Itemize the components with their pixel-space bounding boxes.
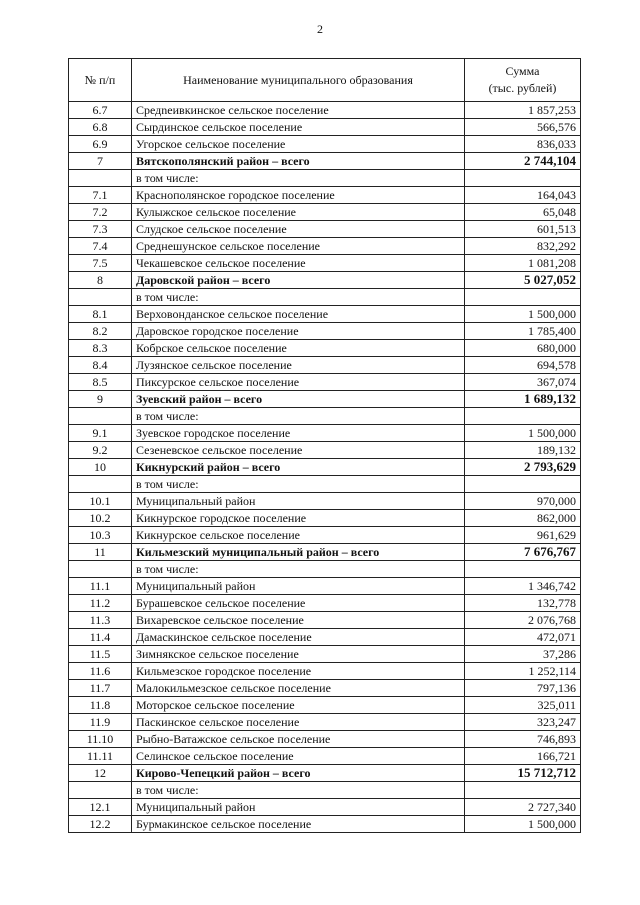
- table-row: [69, 374, 581, 391]
- row-number: [69, 289, 132, 306]
- table-row: [69, 187, 581, 204]
- row-number: 7: [69, 153, 132, 170]
- row-number: 6.8: [69, 119, 132, 136]
- row-number: 10.1: [69, 493, 132, 510]
- row-number: 11.11: [69, 748, 132, 765]
- row-number: 11: [69, 544, 132, 561]
- table-row: [69, 799, 581, 816]
- row-name: Кильмезское городское поселение: [132, 663, 465, 680]
- row-number: 7.5: [69, 255, 132, 272]
- row-number: 11.7: [69, 680, 132, 697]
- table-row: [69, 476, 581, 493]
- row-sum: 1 252,114: [465, 663, 581, 680]
- row-name: Кикнурское сельское поселение: [132, 527, 465, 544]
- row-name: Вихаревское сельское поселение: [132, 612, 465, 629]
- table-row: [69, 340, 581, 357]
- table-row: [69, 544, 581, 561]
- row-name: Рыбно-Ватажское сельское поселение: [132, 731, 465, 748]
- table-row: [69, 221, 581, 238]
- row-number: [69, 782, 132, 799]
- row-number: 7.1: [69, 187, 132, 204]
- table-row: [69, 425, 581, 442]
- row-name: в том числе:: [132, 170, 465, 187]
- page-number: 2: [317, 22, 323, 36]
- table-row: [69, 272, 581, 289]
- row-sum: 970,000: [465, 493, 581, 510]
- table-row: [69, 408, 581, 425]
- row-number: 8.2: [69, 323, 132, 340]
- table-row: [69, 714, 581, 731]
- table-row: [69, 782, 581, 799]
- row-sum: 694,578: [465, 357, 581, 374]
- row-sum: [465, 561, 581, 578]
- row-number: 9.2: [69, 442, 132, 459]
- row-name: Даровское городское поселение: [132, 323, 465, 340]
- row-number: 12.2: [69, 816, 132, 833]
- table-row: [69, 595, 581, 612]
- table-row: [69, 578, 581, 595]
- row-number: 8.5: [69, 374, 132, 391]
- row-name: Паскинское сельское поселение: [132, 714, 465, 731]
- row-name: Бурашевское сельское поселение: [132, 595, 465, 612]
- row-name: Муниципальный район: [132, 578, 465, 595]
- row-name: Среднешунское сельское поселение: [132, 238, 465, 255]
- row-name: Кирово-Чепецкий район – всего: [132, 765, 465, 782]
- table-row: [69, 391, 581, 408]
- row-number: 7.4: [69, 238, 132, 255]
- row-number: 8.3: [69, 340, 132, 357]
- row-name: Чекашевское сельское поселение: [132, 255, 465, 272]
- row-number: 12.1: [69, 799, 132, 816]
- table-row: [69, 765, 581, 782]
- row-number: 11.1: [69, 578, 132, 595]
- municipal-allocation-table: [68, 58, 581, 833]
- table-row: [69, 527, 581, 544]
- row-number: 11.10: [69, 731, 132, 748]
- row-number: 12: [69, 765, 132, 782]
- row-sum: [465, 476, 581, 493]
- row-number: [69, 170, 132, 187]
- row-name: в том числе:: [132, 782, 465, 799]
- table-row: [69, 680, 581, 697]
- row-sum: [465, 170, 581, 187]
- row-sum: 2 744,104: [465, 153, 581, 170]
- row-number: 11.6: [69, 663, 132, 680]
- row-sum: 132,778: [465, 595, 581, 612]
- table-row: [69, 238, 581, 255]
- row-number: 11.5: [69, 646, 132, 663]
- header-sum-line2: (тыс. рублей): [488, 81, 557, 95]
- row-name: Кикнурское городское поселение: [132, 510, 465, 527]
- table-header-row: [69, 59, 581, 102]
- row-number: [69, 476, 132, 493]
- row-sum: 1 500,000: [465, 306, 581, 323]
- table-row: [69, 816, 581, 833]
- row-name: Муниципальный район: [132, 493, 465, 510]
- table-row: [69, 204, 581, 221]
- row-name: Кикнурский район – всего: [132, 459, 465, 476]
- table-row: [69, 629, 581, 646]
- row-name: Малокильмезское сельское поселение: [132, 680, 465, 697]
- row-number: 10.2: [69, 510, 132, 527]
- row-name: Бурмакинское сельское поселение: [132, 816, 465, 833]
- table-row: [69, 510, 581, 527]
- row-name: Зуевский район – всего: [132, 391, 465, 408]
- row-number: 8.1: [69, 306, 132, 323]
- row-sum: 961,629: [465, 527, 581, 544]
- row-sum: 746,893: [465, 731, 581, 748]
- table-row: [69, 153, 581, 170]
- table-row: [69, 289, 581, 306]
- row-name: Сезеневское сельское поселение: [132, 442, 465, 459]
- table-row: [69, 731, 581, 748]
- row-sum: 472,071: [465, 629, 581, 646]
- row-name: в том числе:: [132, 476, 465, 493]
- table-body: [69, 102, 581, 833]
- table-row: [69, 357, 581, 374]
- table-row: [69, 323, 581, 340]
- row-name: Селинское сельское поселение: [132, 748, 465, 765]
- row-sum: 1 785,400: [465, 323, 581, 340]
- row-sum: 5 027,052: [465, 272, 581, 289]
- row-number: 7.2: [69, 204, 132, 221]
- table-row: [69, 646, 581, 663]
- row-sum: 1 689,132: [465, 391, 581, 408]
- row-name: Сырдинское сельское поселение: [132, 119, 465, 136]
- header-name: Наименование муниципального образования: [132, 59, 465, 102]
- table-row: [69, 255, 581, 272]
- row-name: в том числе:: [132, 408, 465, 425]
- table-row: [69, 102, 581, 119]
- row-number: 11.4: [69, 629, 132, 646]
- table-row: [69, 442, 581, 459]
- row-name: Средneивкинское сельское поселение: [132, 102, 465, 119]
- row-number: 8: [69, 272, 132, 289]
- row-sum: 37,286: [465, 646, 581, 663]
- row-number: [69, 561, 132, 578]
- table-row: [69, 493, 581, 510]
- row-name: Вятскополянский район – всего: [132, 153, 465, 170]
- row-number: [69, 408, 132, 425]
- row-name: в том числе:: [132, 561, 465, 578]
- row-number: 10: [69, 459, 132, 476]
- row-number: 10.3: [69, 527, 132, 544]
- row-sum: 832,292: [465, 238, 581, 255]
- row-sum: 325,011: [465, 697, 581, 714]
- table-row: [69, 748, 581, 765]
- row-sum: [465, 782, 581, 799]
- row-sum: 2 727,340: [465, 799, 581, 816]
- row-sum: 836,033: [465, 136, 581, 153]
- row-number: 6.7: [69, 102, 132, 119]
- table-row: [69, 170, 581, 187]
- row-sum: 566,576: [465, 119, 581, 136]
- row-sum: 164,043: [465, 187, 581, 204]
- row-sum: 189,132: [465, 442, 581, 459]
- row-name: Зуевское городское поселение: [132, 425, 465, 442]
- row-name: Даровской район – всего: [132, 272, 465, 289]
- row-sum: 2 793,629: [465, 459, 581, 476]
- row-number: 11.8: [69, 697, 132, 714]
- row-number: 11.9: [69, 714, 132, 731]
- row-name: Слудское сельское поселение: [132, 221, 465, 238]
- table-row: [69, 136, 581, 153]
- row-name: Кулыжское сельское поселение: [132, 204, 465, 221]
- row-name: Муниципальный район: [132, 799, 465, 816]
- row-sum: 797,136: [465, 680, 581, 697]
- row-name: Верховонданское сельское поселение: [132, 306, 465, 323]
- row-sum: 1 346,742: [465, 578, 581, 595]
- row-sum: 166,721: [465, 748, 581, 765]
- row-number: 11.2: [69, 595, 132, 612]
- row-name: Пиксурское сельское поселение: [132, 374, 465, 391]
- row-sum: 862,000: [465, 510, 581, 527]
- row-sum: 367,074: [465, 374, 581, 391]
- row-name: Зимнякское сельское поселение: [132, 646, 465, 663]
- row-name: Лузянское сельское поселение: [132, 357, 465, 374]
- table-row: [69, 697, 581, 714]
- row-sum: 1 500,000: [465, 816, 581, 833]
- row-sum: 1 500,000: [465, 425, 581, 442]
- row-sum: 15 712,712: [465, 765, 581, 782]
- row-name: Кобрское сельское поселение: [132, 340, 465, 357]
- header-sum-line1: Сумма: [505, 64, 540, 78]
- table-row: [69, 663, 581, 680]
- row-sum: [465, 408, 581, 425]
- row-number: 9: [69, 391, 132, 408]
- row-name: Краснополянское городское поселение: [132, 187, 465, 204]
- row-number: 7.3: [69, 221, 132, 238]
- row-name: Дамаскинское сельское поселение: [132, 629, 465, 646]
- table-row: [69, 561, 581, 578]
- row-name: Моторское сельское поселение: [132, 697, 465, 714]
- row-sum: 7 676,767: [465, 544, 581, 561]
- table-row: [69, 459, 581, 476]
- row-sum: 323,247: [465, 714, 581, 731]
- row-sum: 1 857,253: [465, 102, 581, 119]
- row-sum: [465, 289, 581, 306]
- header-number: № п/п: [69, 59, 132, 102]
- row-sum: 65,048: [465, 204, 581, 221]
- header-sum: [465, 59, 581, 102]
- table-row: [69, 306, 581, 323]
- table-row: [69, 119, 581, 136]
- row-name: Угорское сельское поселение: [132, 136, 465, 153]
- row-sum: 1 081,208: [465, 255, 581, 272]
- row-sum: 680,000: [465, 340, 581, 357]
- row-sum: 601,513: [465, 221, 581, 238]
- row-number: 8.4: [69, 357, 132, 374]
- row-name: в том числе:: [132, 289, 465, 306]
- row-number: 9.1: [69, 425, 132, 442]
- row-name: Кильмезский муниципальный район – всего: [132, 544, 465, 561]
- row-number: 11.3: [69, 612, 132, 629]
- row-sum: 2 076,768: [465, 612, 581, 629]
- row-number: 6.9: [69, 136, 132, 153]
- table-row: [69, 612, 581, 629]
